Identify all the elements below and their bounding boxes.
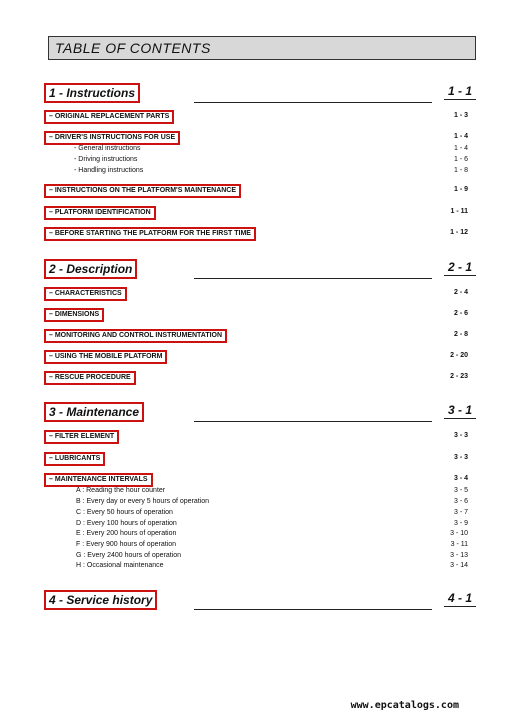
toc-item-page: 3 - 3 xyxy=(453,432,468,439)
toc-subitem-label: D : Every 100 hours of operation xyxy=(76,520,177,527)
toc-title: TABLE OF CONTENTS xyxy=(55,40,211,56)
toc-item[interactable] xyxy=(44,206,468,220)
toc-item[interactable] xyxy=(44,350,468,364)
toc-item-label[interactable]: – CHARACTERISTICS xyxy=(44,287,127,301)
toc-item-page: 2 - 4 xyxy=(453,289,468,296)
toc-subitem-page: 3 - 10 xyxy=(450,530,468,537)
section-rule xyxy=(194,609,432,610)
section-heading[interactable] xyxy=(44,590,476,610)
toc-subitem xyxy=(74,156,468,166)
section-heading[interactable] xyxy=(44,402,476,422)
toc-subitem xyxy=(76,552,468,562)
toc-subitem-label: E : Every 200 hours of operation xyxy=(76,530,177,537)
toc-item[interactable] xyxy=(44,329,468,343)
toc-item-label[interactable]: – ORIGINAL REPLACEMENT PARTS xyxy=(44,110,174,124)
toc-title-box xyxy=(48,36,476,60)
toc-item[interactable] xyxy=(44,287,468,301)
toc-item[interactable] xyxy=(44,131,468,145)
toc-subitem-label: G : Every 2400 hours of operation xyxy=(76,552,182,559)
toc-subitem xyxy=(76,541,468,551)
section-rule xyxy=(194,102,432,103)
toc-item-page: 1 - 9 xyxy=(453,186,468,193)
toc-subitem xyxy=(76,509,468,519)
toc-item-page: 2 - 23 xyxy=(450,373,468,380)
section-page: 1 - 1 xyxy=(444,84,476,100)
toc-item-page: 3 - 4 xyxy=(453,475,468,482)
toc-subitem-page: 3 - 6 xyxy=(453,498,468,505)
section-rule xyxy=(194,278,432,279)
toc-item-page: 3 - 3 xyxy=(453,454,468,461)
toc-subitem-label: B : Every day or every 5 hours of operation xyxy=(76,498,210,505)
toc-item-label[interactable]: – MONITORING AND CONTROL INSTRUMENTATION xyxy=(44,329,227,343)
toc-item-page: 1 - 4 xyxy=(453,133,468,140)
toc-subitem-page: 3 - 7 xyxy=(453,509,468,516)
toc-subitem-page: 3 - 5 xyxy=(453,487,468,494)
section-rule xyxy=(194,421,432,422)
toc-subitem-page: 3 - 9 xyxy=(453,520,468,527)
section-label[interactable]: 3 - Maintenance xyxy=(44,402,144,422)
toc-item[interactable] xyxy=(44,184,468,198)
toc-item[interactable] xyxy=(44,430,468,444)
toc-subitem xyxy=(74,167,468,177)
section-label[interactable]: 2 - Description xyxy=(44,259,137,279)
toc-subitem-label: - General instructions xyxy=(74,145,141,152)
toc-item-page: 1 - 3 xyxy=(453,112,468,119)
toc-item-label[interactable]: – INSTRUCTIONS ON THE PLATFORM'S MAINTENANCE xyxy=(44,184,241,198)
toc-item-label[interactable]: – FILTER ELEMENT xyxy=(44,430,119,444)
toc-item-label[interactable]: – BEFORE STARTING THE PLATFORM FOR THE FIRST TIME xyxy=(44,227,256,241)
toc-subitem xyxy=(76,520,468,530)
section-page: 2 - 1 xyxy=(444,260,476,276)
toc-item[interactable] xyxy=(44,452,468,466)
toc-item-label[interactable]: – USING THE MOBILE PLATFORM xyxy=(44,350,167,364)
footer-url[interactable]: www.epcatalogs.com xyxy=(350,700,459,711)
section-label[interactable]: 4 - Service history xyxy=(44,590,157,610)
toc-item-label[interactable]: – MAINTENANCE INTERVALS xyxy=(44,473,153,487)
toc-subitem xyxy=(76,530,468,540)
toc-item-label[interactable]: – PLATFORM IDENTIFICATION xyxy=(44,206,156,220)
toc-subitem xyxy=(76,487,468,497)
toc-subitem-label: H : Occasional maintenance xyxy=(76,562,164,569)
toc-subitem-label: - Handling instructions xyxy=(74,167,144,174)
toc-item[interactable] xyxy=(44,110,468,124)
toc-item[interactable] xyxy=(44,227,468,241)
toc-item-page: 2 - 20 xyxy=(450,352,468,359)
toc-item-label[interactable]: – DIMENSIONS xyxy=(44,308,104,322)
toc-item-label[interactable]: – DRIVER'S INSTRUCTIONS FOR USE xyxy=(44,131,180,145)
toc-item-page: 2 - 6 xyxy=(453,310,468,317)
toc-item[interactable] xyxy=(44,473,468,487)
toc-subitem xyxy=(76,498,468,508)
toc-item[interactable] xyxy=(44,371,468,385)
toc-item-page: 2 - 8 xyxy=(453,331,468,338)
toc-subitem-label: C : Every 50 hours of operation xyxy=(76,509,173,516)
toc-subitem-label: A : Reading the hour counter xyxy=(76,487,166,494)
toc-subitem-page: 1 - 8 xyxy=(453,167,468,174)
toc-subitem-page: 1 - 6 xyxy=(453,156,468,163)
toc-subitem-page: 3 - 14 xyxy=(450,562,468,569)
toc-item[interactable] xyxy=(44,308,468,322)
toc-subitem-label: - Driving instructions xyxy=(74,156,138,163)
toc-item-label[interactable]: – RESCUE PROCEDURE xyxy=(44,371,136,385)
toc-item-label[interactable]: – LUBRICANTS xyxy=(44,452,105,466)
toc-subitem xyxy=(74,145,468,155)
toc-item-page: 1 - 12 xyxy=(450,229,468,236)
section-page: 4 - 1 xyxy=(444,591,476,607)
section-page: 3 - 1 xyxy=(444,403,476,419)
toc-subitem-page: 1 - 4 xyxy=(453,145,468,152)
toc-item-page: 1 - 11 xyxy=(450,208,468,215)
toc-subitem-label: F : Every 900 hours of operation xyxy=(76,541,176,548)
toc-subitem xyxy=(76,562,468,572)
toc-subitem-page: 3 - 13 xyxy=(450,552,468,559)
section-heading[interactable] xyxy=(44,83,476,103)
section-heading[interactable] xyxy=(44,259,476,279)
section-label[interactable]: 1 - Instructions xyxy=(44,83,140,103)
toc-subitem-page: 3 - 11 xyxy=(450,541,468,548)
